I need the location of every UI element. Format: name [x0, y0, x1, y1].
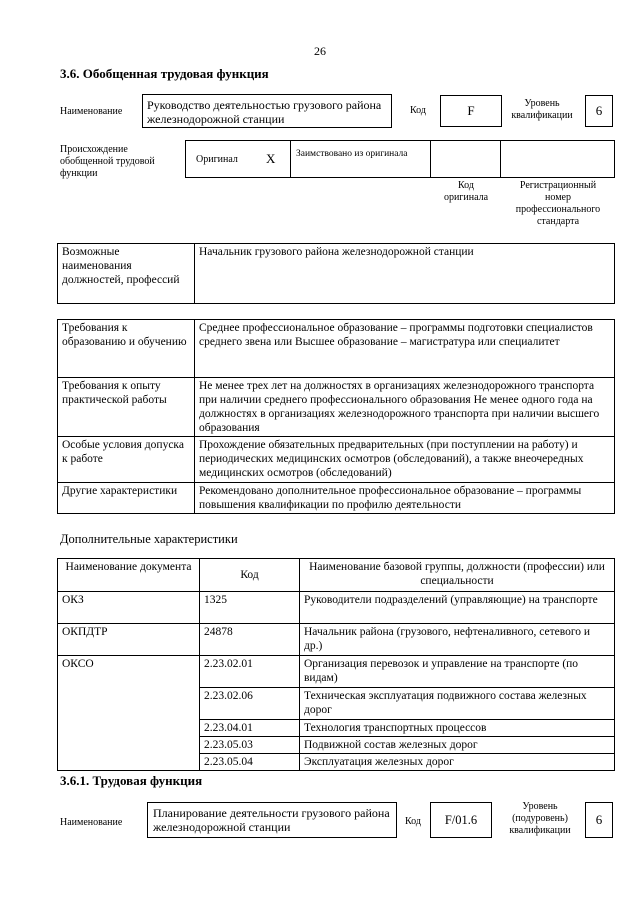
gtf-level-box — [585, 95, 613, 127]
row-code: 2.23.05.04 — [200, 754, 300, 771]
reg-number-label: Регистрационный номер профессионального стандарта — [515, 180, 601, 227]
tf-level-box — [585, 802, 613, 838]
code-original-label: Код оригинала — [443, 180, 489, 203]
tf-code-value: F/01.6 — [444, 813, 478, 827]
tf-level-value: 6 — [595, 812, 603, 827]
gtf-code-box — [440, 95, 502, 127]
borrowed-label: Заимствовано из оригинала — [296, 149, 408, 159]
req-conditions-value: Прохождение обязательных предварительных (при поступлении на работу) и периодических медицинских осмотров (обследований), а также внеочередных медицинских осмотров (обследований) — [195, 437, 615, 483]
req-other-label: Другие характеристики — [58, 483, 195, 514]
page-number: 26 — [314, 44, 326, 58]
col-doc-header: Наименование документа — [58, 559, 200, 592]
positions-value: Начальник грузового района железнодорожной станции — [195, 244, 615, 304]
gtf-code-value: F — [467, 103, 475, 118]
tf-name-box — [147, 802, 397, 838]
level-label: Уровень квалификации — [511, 98, 573, 121]
row-doc: ОКСО — [58, 656, 200, 771]
code-label: Код — [410, 105, 426, 116]
tf-name-value: Планирование деятельности грузового района железнодорожной станции — [153, 806, 390, 834]
additional-table — [57, 558, 615, 771]
row-name: Начальник района (грузового, нефтеналивного, сетевого и др.) — [300, 624, 615, 656]
req-education-label: Требования к образованию и обучению — [58, 320, 195, 378]
col-name-header: Наименование базовой группы, должности (профессии) или специальности — [300, 559, 615, 592]
req-experience-label: Требования к опыту практической работы — [58, 378, 195, 437]
function-heading: 3.6.1. Трудовая функция — [60, 773, 203, 788]
function-name-label: Наименование — [60, 817, 123, 828]
original-mark: X — [266, 151, 276, 166]
row-code: 2.23.04.01 — [200, 720, 300, 737]
positions-table — [57, 243, 615, 304]
tf-code-box — [430, 802, 492, 838]
function-code-label: Код — [405, 816, 421, 827]
requirements-table — [57, 319, 615, 514]
positions-label: Возможные наименования должностей, профессий — [58, 244, 195, 304]
row-name: Руководители подразделений (управляющие) на транспорте — [300, 592, 615, 624]
gtf-level-value: 6 — [595, 103, 603, 118]
req-other-value: Рекомендовано дополнительное профессиональное образование – программы повышения квалификации по профилю деятельности — [195, 483, 615, 514]
row-code: 24878 — [200, 624, 300, 656]
row-code: 2.23.02.06 — [200, 688, 300, 720]
row-code: 2.23.05.03 — [200, 737, 300, 754]
table-row — [58, 656, 615, 688]
table-row — [58, 624, 615, 656]
req-experience-value: Не менее трех лет на должностях в организациях железнодорожного транспорта при наличии среднего профессионального образования Не менее одного года на должностях в организациях железнодорожного транспорта при наличии высшего образования — [195, 378, 615, 437]
row-name: Технология транспортных процессов — [300, 720, 615, 737]
row-name: Техническая эксплуатация подвижного состава железных дорог — [300, 688, 615, 720]
gtf-name-value: Руководство деятельностью грузового района железнодорожной станции — [147, 98, 382, 126]
req-conditions-label: Особые условия допуска к работе — [58, 437, 195, 483]
gtf-name-box — [142, 94, 392, 128]
row-name: Организация перевозок и управление на транспорте (по видам) — [300, 656, 615, 688]
row-doc: ОКЗ — [58, 592, 200, 624]
function-level-label: Уровень (подуровень) квалификации — [509, 801, 571, 836]
row-name: Эксплуатация железных дорог — [300, 754, 615, 771]
origin-label: Происхождение обобщенной трудовой функции — [60, 144, 155, 179]
section-heading: 3.6. Обобщенная трудовая функция — [60, 66, 269, 81]
name-label: Наименование — [60, 106, 123, 117]
col-code-header: Код — [200, 559, 300, 592]
row-code: 2.23.02.01 — [200, 656, 300, 688]
row-name: Подвижной состав железных дорог — [300, 737, 615, 754]
additional-heading: Дополнительные характеристики — [60, 532, 238, 546]
original-label: Оригинал — [196, 154, 238, 165]
row-doc: ОКПДТР — [58, 624, 200, 656]
table-row — [58, 592, 615, 624]
row-code: 1325 — [200, 592, 300, 624]
req-education-value: Среднее профессиональное образование – программы подготовки специалистов среднего звена или Высшее образование – магистратура или специалитет — [195, 320, 615, 378]
